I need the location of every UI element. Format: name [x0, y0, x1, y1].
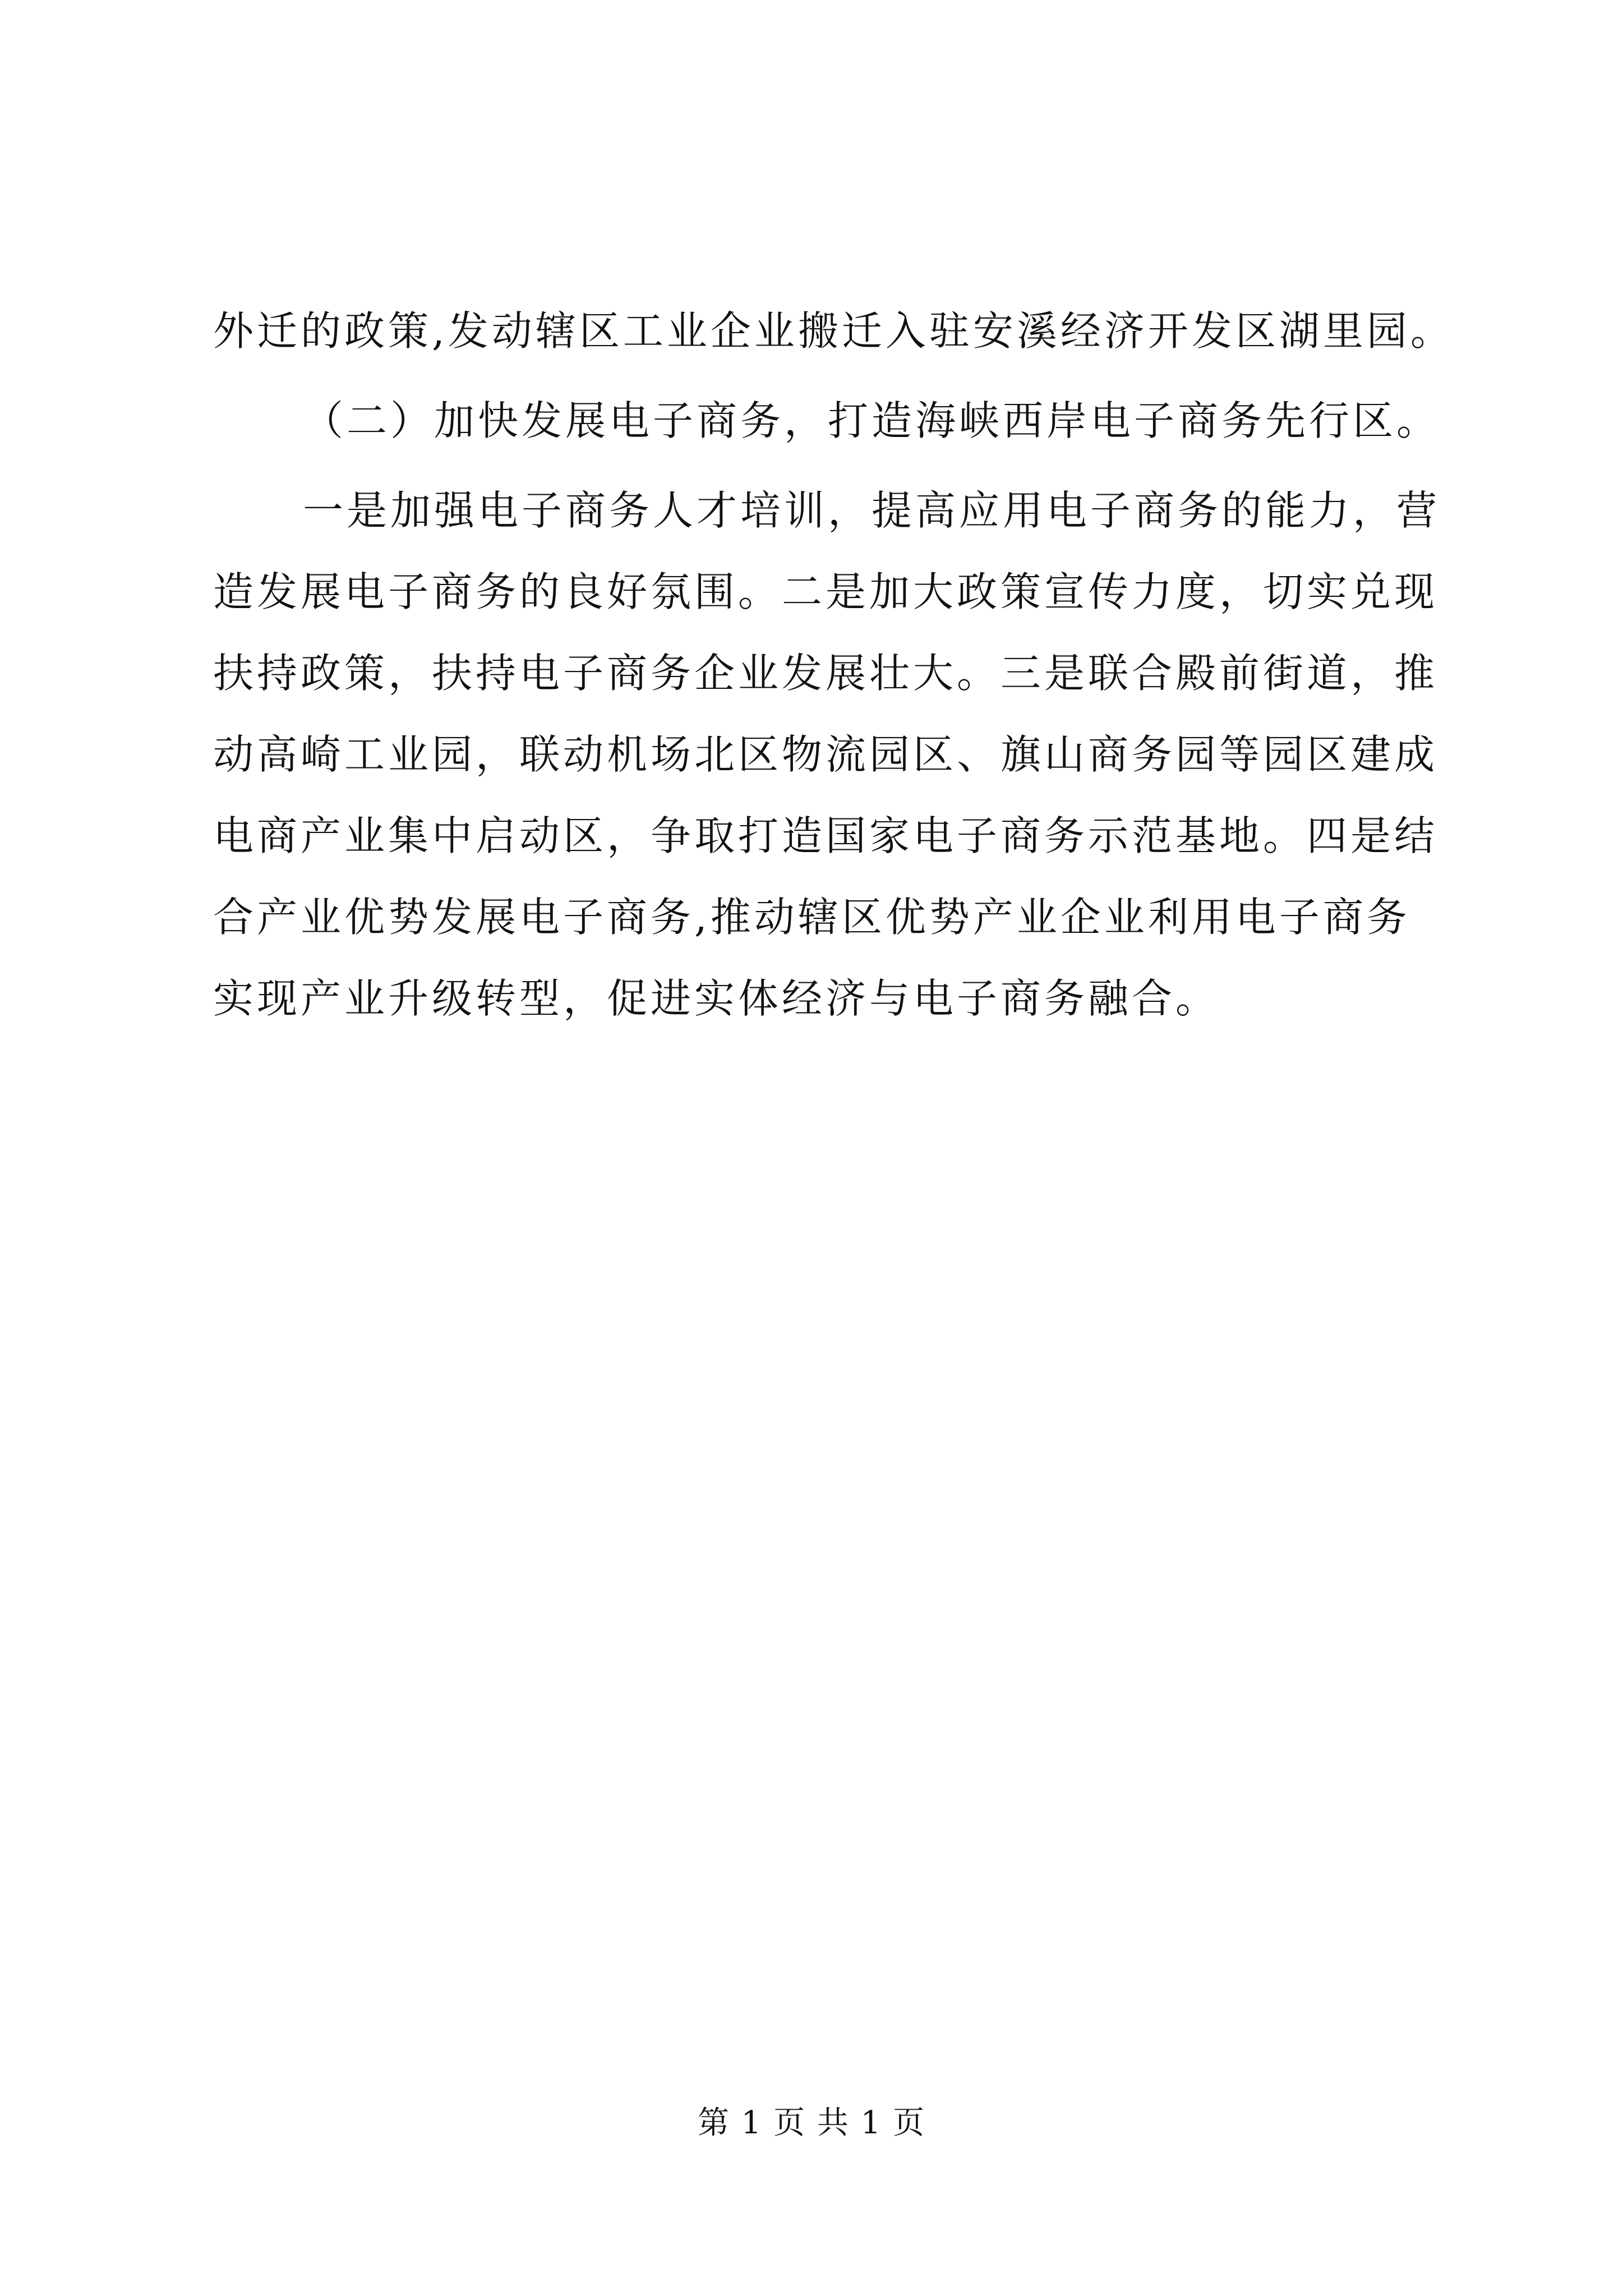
text-line-1: 外迁的政策,发动辖区工业企业搬迁入驻安溪经济开发区湖里园。: [213, 307, 1454, 355]
text-line-7: 电商产业集中启动区，争取打造国家电子商务示范基地。四是结: [213, 812, 1438, 859]
text-line-5: 扶持政策，扶持电子商务企业发展壮大。三是联合殿前街道，推: [213, 650, 1438, 697]
text-line-3: 一是加强电子商务人才培训，提高应用电子商务的能力，营: [303, 487, 1441, 534]
page-footer: 第 1 页 共 1 页: [697, 2105, 926, 2141]
section-heading: （二）加快发展电子商务，打造海峡西岸电子商务先行区。: [303, 397, 1441, 444]
text-line-4: 造发展电子商务的良好氛围。二是加大政策宣传力度，切实兑现: [213, 568, 1438, 615]
text-line-8: 合产业优势发展电子商务,推动辖区优势产业企业利用电子商务: [213, 894, 1410, 941]
text-line-6: 动高崎工业园，联动机场北区物流园区、旗山商务园等园区建成: [213, 731, 1438, 778]
text-line-9: 实现产业升级转型，促进实体经济与电子商务融合。: [213, 975, 1220, 1022]
